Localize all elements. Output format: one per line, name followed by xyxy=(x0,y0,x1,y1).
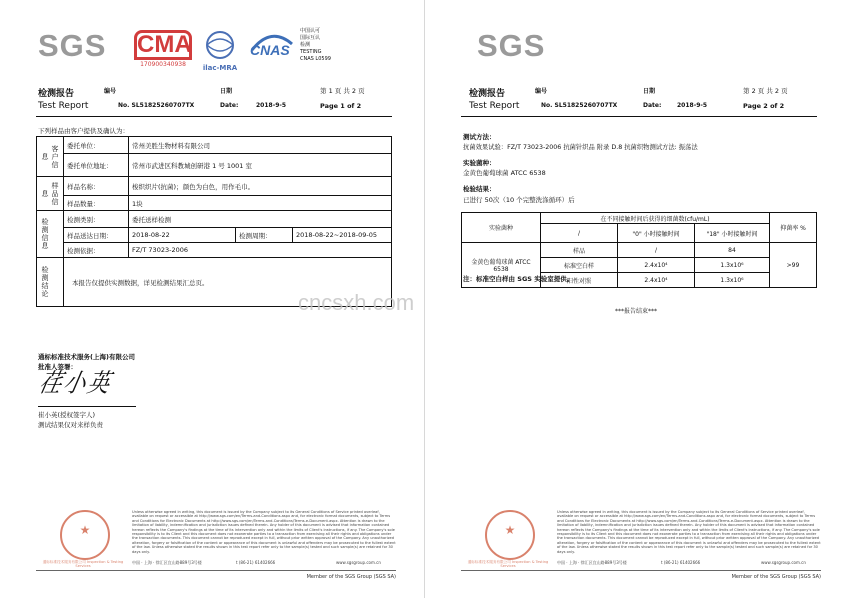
method-text: 抗菌效果试验：FZ/T 73023-2006 抗菌针织品 附录 D.8 抗菌织物测试方法: 振荡法 xyxy=(463,144,698,151)
ilac-mra-logo xyxy=(200,30,240,72)
footer-phone: t (86-21) 61402666 xyxy=(236,560,276,565)
table-cell: / xyxy=(618,243,695,258)
report-date-cn: 日期 xyxy=(220,88,233,95)
table-cell: 实验菌种 xyxy=(462,213,541,243)
footer-address: 中国 · 上海 · 徐汇区宜山路889号3号楼 xyxy=(557,560,627,565)
table-cell: 梭织织片(抗菌)；颜色为白色，用作毛巾。 xyxy=(129,177,392,196)
table-cell: 金黄色葡萄球菌 ATCC 6538 xyxy=(462,243,541,288)
group-cell xyxy=(37,258,64,307)
cnas-line: 检测 xyxy=(300,42,311,48)
report-no: No. SL51825260707TX xyxy=(541,102,618,109)
sample-info-table xyxy=(36,136,392,307)
page-number: Page 2 of 2 xyxy=(743,102,785,110)
cma-logo xyxy=(134,30,192,68)
cnas-line: CNAS L0599 xyxy=(300,56,331,62)
approver-label: 批准人签署： xyxy=(38,363,77,371)
report-date-label: Date: xyxy=(643,102,662,109)
strain-heading: 实验菌种： xyxy=(463,159,496,167)
table-cell: 2.4x10⁴ xyxy=(618,273,695,288)
result-text: 已进行 50次（10 个完整洗涤循环）后 xyxy=(463,196,575,204)
table-cell: 检测类别： xyxy=(64,211,129,228)
sgs-logo: SGS xyxy=(477,28,546,63)
table-row xyxy=(37,243,392,258)
test-group-label: 检测信息 xyxy=(41,218,49,250)
table-cell: 样品 xyxy=(541,243,618,258)
stamp-seal xyxy=(485,510,535,560)
table-cell: "18" 小时接触时间 xyxy=(695,224,770,243)
watermark: cncsxh.com xyxy=(298,290,415,315)
ilac-globe-icon xyxy=(200,30,240,60)
cnas-text: CNAS xyxy=(250,42,290,58)
star-icon: ★ xyxy=(79,523,91,537)
report-title-en: Test Report xyxy=(38,101,89,111)
table-cell: 1块 xyxy=(129,196,392,211)
footer-rule xyxy=(36,570,396,571)
page-number: Page 1 of 2 xyxy=(320,102,362,110)
table-cell: 1.3x10⁶ xyxy=(695,273,770,288)
report-date: 2018-9-5 xyxy=(256,102,287,109)
table-row xyxy=(462,243,817,258)
table-row xyxy=(37,211,392,228)
sgs-logo: SGS xyxy=(38,28,107,63)
table-row xyxy=(462,213,817,224)
table-row xyxy=(37,177,392,196)
sample-group-label: 样品信息 xyxy=(41,181,59,206)
table-cell: "0" 小时接触时间 xyxy=(618,224,695,243)
footer xyxy=(36,510,396,590)
ilac-text: ilac-MRA xyxy=(202,64,238,72)
cnas-caption xyxy=(300,28,331,63)
table-row xyxy=(37,154,392,177)
table-row xyxy=(37,228,392,243)
table-cell: 阳性对照 xyxy=(541,273,618,288)
table-cell: 样品名称： xyxy=(64,177,129,196)
header-rule xyxy=(461,116,817,117)
group-cell xyxy=(37,177,64,211)
signature xyxy=(36,366,130,406)
disclaimer-text: 测试结果仅对来样负责 xyxy=(38,421,103,429)
table-cell: 检测依据： xyxy=(64,243,129,258)
header-rule xyxy=(36,116,392,117)
report-end: ***报告结束*** xyxy=(615,308,658,315)
table-cell: >99 xyxy=(770,243,817,288)
footer-phone: t (86-21) 61402666 xyxy=(661,560,701,565)
table-cell: 抑菌率 % xyxy=(770,213,817,243)
footer xyxy=(461,510,821,590)
company-name: 通标标准技术服务(上海)有限公司 xyxy=(38,353,135,361)
table-cell: 84 xyxy=(695,243,770,258)
cma-logo-text: CMA xyxy=(134,30,192,60)
cnas-line: TESTING xyxy=(300,49,322,55)
group-cell xyxy=(37,137,64,177)
member-text: Member of the SGS Group (SGS SA) xyxy=(306,574,396,580)
footer-web: www.sgsgroup.com.cn xyxy=(761,560,806,565)
member-text: Member of the SGS Group (SGS SA) xyxy=(731,574,821,580)
table-cell: 2018-08-22 xyxy=(129,228,236,243)
table-cell: 样品数量： xyxy=(64,196,129,211)
report-date: 2018-9-5 xyxy=(677,102,708,109)
result-heading: 检验结果： xyxy=(463,185,496,193)
report-page-2 xyxy=(424,0,848,598)
table-cell: FZ/T 73023-2006 xyxy=(129,243,392,258)
fine-print: Unless otherwise agreed in writing, this document is issued by the Company subject to its General Conditions of Service printed overleaf, available on request or accessible at http://www.sgs.com/en/Terms-and-Conditions.aspx and, for electronic format documents, subject to Terms and Conditions for Electronic Documents at http://www.sgs.com/en/Terms-and-Conditions/Terms-e-Document.aspx. Attention is drawn to the limitation of liability, indemnification and jurisdiction issues defined therein. Any holder of this document is advised that information contained hereon reflects the Company's findings at the time of its intervention only and within the limits of Client's instructions, if any. The Company's sole responsibility is to its Client and this document does not exonerate parties to a transaction from exercising all their rights and obligations under the transaction documents. This document cannot be reproduced except in full, without prior written approval of the Company. Any unauthorized alteration, forgery or falsification of the content or appearance of this document is unlawful and offenders may be prosecuted to the fullest extent of the law. Unless otherwise stated the results shown in this test report refer only to the sample(s) tested and such sample(s) are retained for 30 days only. xyxy=(557,510,821,554)
seal-caption: 通标标准技术服务有限公司 Inspection & Testing Services xyxy=(467,560,549,569)
table-cell: 在不同接触时间后获得的细菌数(cfu/mL) xyxy=(541,213,770,224)
table-cell: 检测周期： xyxy=(236,228,293,243)
table-cell: 样品送达日期： xyxy=(64,228,129,243)
method-heading: 测试方法： xyxy=(463,133,496,141)
table-cell: / xyxy=(541,224,618,243)
conclusion-cell: 本报告仅提供实测数据，详见检测结果汇总页。 xyxy=(64,258,392,307)
strain-text: 金黄色葡萄球菌 ATCC 6538 xyxy=(463,169,546,177)
footer-address: 中国 · 上海 · 徐汇区宜山路889号3号楼 xyxy=(132,560,202,565)
table-note: 注：标准空白样由 SGS 实验室提供。 xyxy=(463,275,574,283)
report-title-cn: 检测报告 xyxy=(38,89,75,99)
report-no-cn: 编号 xyxy=(104,88,117,95)
cnas-line: 国际互认 xyxy=(300,35,321,41)
cnas-line: 中国认可 xyxy=(300,28,321,34)
table-cell: 2.4x10⁴ xyxy=(618,258,695,273)
report-title-en: Test Report xyxy=(469,101,520,111)
fine-print: Unless otherwise agreed in writing, this document is issued by the Company subject to its General Conditions of Service printed overleaf, available on request or accessible at http://www.sgs.com/en/Terms-and-Conditions.aspx and, for electronic format documents, subject to Terms and Conditions for Electronic Documents at http://www.sgs.com/en/Terms-and-Conditions/Terms-e-Document.aspx. Attention is drawn to the limitation of liability, indemnification and jurisdiction issues defined therein. Any holder of this document is advised that information contained hereon reflects the Company's findings at the time of its intervention only and within the limits of Client's instructions, if any. The Company's sole responsibility is to its Client and this document does not exonerate parties to a transaction from exercising all their rights and obligations under the transaction documents. This document cannot be reproduced except in full, without prior written approval of the Company. Any unauthorized alteration, forgery or falsification of the content or appearance of this document is unlawful and offenders may be prosecuted to the fullest extent of the law. Unless otherwise stated the results shown in this test report refer only to the sample(s) tested and such sample(s) are retained for 30 days only. xyxy=(132,510,396,554)
stamp-seal xyxy=(60,510,110,560)
page-number-cn: 第 1 页 共 2 页 xyxy=(320,87,365,95)
table-cell: 委托单位： xyxy=(64,137,129,154)
signature-rule xyxy=(38,406,136,407)
cma-number: 170900340938 xyxy=(140,61,186,68)
footer-rule xyxy=(461,570,821,571)
star-icon: ★ xyxy=(504,523,516,537)
report-date-label: Date: xyxy=(220,102,239,109)
group-cell xyxy=(37,211,64,258)
report-date-cn: 日期 xyxy=(643,88,656,95)
intro-text: 下列样品由客户提供及确认为： xyxy=(38,127,129,135)
table-cell: 常州市武进区科教城创研港 1 号 1001 室 xyxy=(129,154,392,177)
conclusion-group-label: 检测结论 xyxy=(41,266,49,298)
page-number-cn: 第 2 页 共 2 页 xyxy=(743,87,788,95)
table-row xyxy=(37,137,392,154)
table-cell: 委托送样检测 xyxy=(129,211,392,228)
report-no-cn: 编号 xyxy=(535,88,548,95)
footer-web: www.sgsgroup.com.cn xyxy=(336,560,381,565)
table-cell: 常州美胜生物材料有限公司 xyxy=(129,137,392,154)
report-no: No. SL51825260707TX xyxy=(118,102,195,109)
signature-text: 荏小英 xyxy=(36,369,115,399)
table-cell: 2018-08-22~2018-09-05 xyxy=(293,228,392,243)
table-cell: 1.3x10⁶ xyxy=(695,258,770,273)
table-row xyxy=(37,196,392,211)
report-title-cn: 检测报告 xyxy=(469,89,506,99)
client-group-label: 客户信息 xyxy=(41,144,59,169)
table-cell: 标准空白样 xyxy=(541,258,618,273)
seal-caption: 通标标准技术服务有限公司 Inspection & Testing Services xyxy=(42,560,124,569)
signer-name: 崔小英(授权签字人) xyxy=(38,411,96,419)
table-cell: 委托单位地址： xyxy=(64,154,129,177)
cnas-logo xyxy=(246,30,296,66)
